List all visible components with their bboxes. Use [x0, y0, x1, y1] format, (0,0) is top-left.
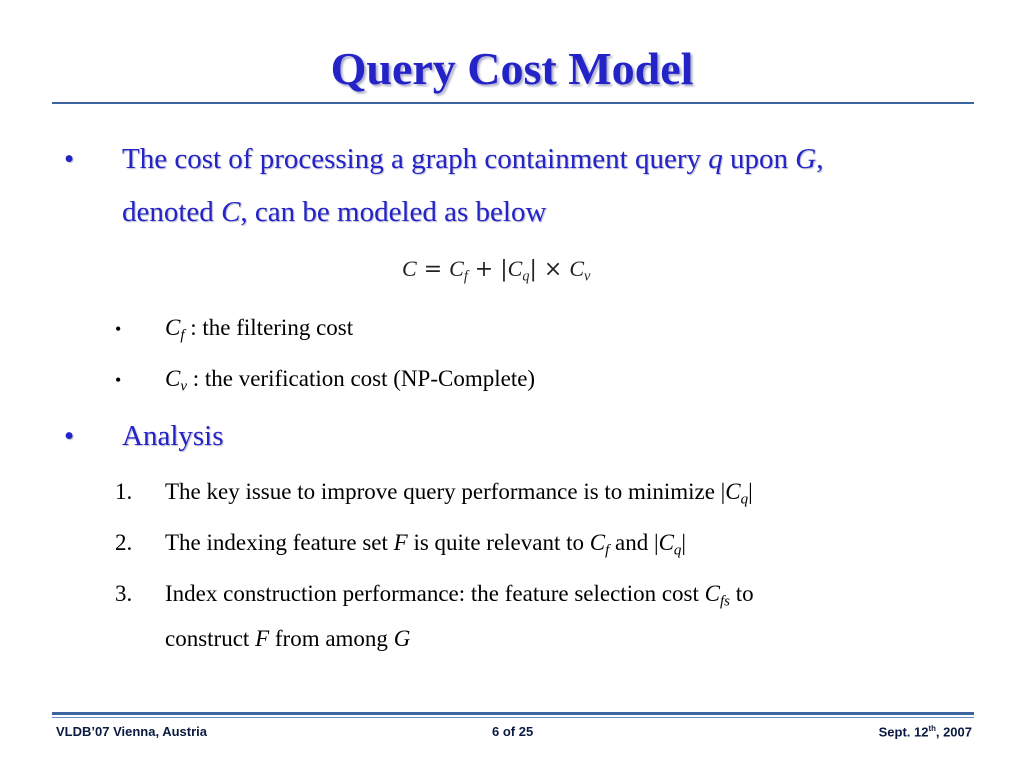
sub-bullet-marker: •	[115, 319, 122, 339]
item-2-end: |	[681, 530, 686, 555]
footer-date-sup: th	[928, 724, 936, 733]
bullet-1-rest: , can be modeled as below	[240, 196, 547, 228]
cf-variable: C	[165, 315, 181, 340]
footer-date-post: , 2007	[935, 724, 972, 740]
item-3-text-d: from among	[269, 626, 394, 651]
analysis-item-3-line-2	[165, 626, 410, 652]
analysis-item-2	[165, 530, 686, 559]
item-1-text: The key issue to improve query performance is to minimize |	[165, 479, 726, 504]
formula-C: C	[402, 256, 417, 281]
title-divider	[52, 102, 974, 104]
cv-subscript: v	[180, 378, 187, 395]
cf-subscript: f	[180, 327, 185, 344]
cost-formula	[402, 256, 590, 285]
item-1-end: |	[748, 479, 753, 504]
bullet-1-upon: upon	[730, 143, 789, 175]
sub-bullet-verification	[165, 366, 535, 395]
item-3-text-b: to	[729, 581, 754, 606]
formula-Cq: C	[507, 256, 523, 281]
footer-divider	[52, 712, 974, 715]
footer-divider-thin	[52, 717, 974, 718]
formula-Cv-sub: v	[584, 268, 591, 285]
item-number: 3.	[115, 581, 133, 606]
item-3-text-a: Index construction performance: the feature selection cost	[165, 581, 705, 606]
item-1-var: C	[725, 479, 741, 504]
formula-Cv: C	[569, 256, 585, 281]
formula-times: ×	[543, 257, 563, 282]
item-1-sub: q	[740, 491, 749, 508]
cf-description: : the filtering cost	[184, 315, 354, 340]
item-3-var: C	[704, 581, 720, 606]
item-2-var-1: C	[589, 530, 606, 555]
footer-venue: VLDB’07 Vienna, Austria	[56, 724, 207, 739]
item-3-G: G	[393, 626, 411, 651]
sub-bullet-marker: •	[115, 370, 122, 390]
bullet-marker: •	[64, 143, 75, 175]
analysis-item-3-line-1	[165, 581, 754, 610]
item-3-F: F	[255, 626, 270, 651]
item-2-text-b: is quite relevant to	[407, 530, 590, 555]
item-2-var-2: C	[658, 530, 674, 555]
bullet-1-denoted: denoted	[122, 196, 214, 228]
formula-Cf: C	[449, 256, 464, 281]
footer-date	[879, 724, 972, 739]
item-2-sub-2: q	[673, 542, 682, 559]
sub-bullet-filtering	[165, 315, 353, 344]
formula-equals: =	[423, 257, 443, 282]
bullet-1-comma: ,	[816, 143, 824, 175]
item-2-sub-1: f	[605, 542, 610, 559]
item-2-text-a: The indexing feature set	[165, 530, 394, 555]
query-variable: q	[708, 143, 723, 175]
bullet-marker: •	[64, 420, 75, 452]
analysis-item-1	[165, 479, 753, 508]
formula-Cf-sub: f	[463, 268, 468, 285]
item-3-text-c: construct	[165, 626, 256, 651]
cv-variable: C	[165, 366, 181, 391]
bullet-1-line-1	[122, 143, 823, 176]
slide-title: Query Cost Model	[330, 43, 694, 94]
bullet-1-line-2	[122, 196, 546, 229]
cost-variable: C	[221, 196, 241, 228]
formula-bar-close: |	[529, 257, 537, 282]
cv-description: : the verification cost (NP-Complete)	[186, 366, 536, 391]
item-2-F: F	[393, 530, 408, 555]
formula-plus: +	[474, 257, 494, 282]
item-number: 2.	[115, 530, 133, 555]
graph-variable: G	[795, 143, 817, 175]
footer-page-number: 6 of 25	[492, 724, 534, 739]
formula-bar-open: |	[500, 257, 508, 282]
bullet-1-text: The cost of processing a graph containment query	[122, 143, 702, 175]
item-number: 1.	[115, 479, 133, 504]
formula-Cq-sub: q	[522, 268, 530, 285]
item-3-sub: fs	[719, 593, 730, 610]
footer-date-pre: Sept. 12	[878, 724, 929, 740]
bullet-analysis: Analysis	[122, 420, 224, 452]
item-2-text-c: and |	[609, 530, 659, 555]
